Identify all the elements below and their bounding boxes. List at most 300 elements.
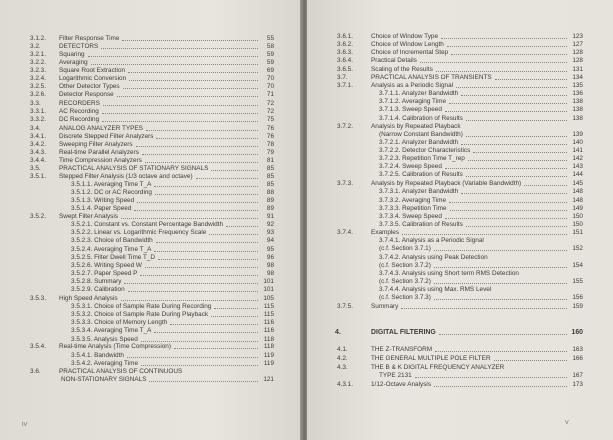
right-toc-entry [307,33,587,41]
right-toc-entry [307,270,587,278]
page-number: 98 [266,270,274,277]
section-number: 3.3.2. [30,116,46,123]
dot-leader [170,324,258,325]
section-title: PRACTICAL ANALYSIS OF STATIONARY SIGNALS [59,165,209,172]
dot-leader [145,267,258,268]
left-toc-entry [0,327,278,335]
page-number: 145 [572,180,583,187]
section-title: 3.5.4.2. Averaging Time [71,360,139,367]
section-title: Summary [371,303,399,310]
right-toc-entry [307,213,587,221]
dot-leader [434,386,567,387]
left-toc-entry [0,213,278,221]
left-toc-entry [0,157,278,165]
section-number: 3.5.2. [30,213,46,220]
dot-leader [214,308,258,309]
page-number: 105 [263,295,274,302]
section-title: 3.5.2.9. Calibration [71,286,125,293]
dot-leader [102,121,258,122]
dot-leader [156,138,258,139]
section-title: 3.5.1.3. Writing Speed [71,197,135,204]
dot-leader [154,186,258,187]
dot-leader [449,103,567,104]
dot-leader [441,38,567,39]
left-toc-entry [0,221,278,229]
section-number: 3.2.4. [30,75,46,82]
section-number: 3.5.4. [30,343,46,350]
section-number: 3.5. [30,165,41,172]
page-number: 91 [266,213,274,220]
right-toc-entry [307,278,587,286]
page-number: 150 [572,221,583,228]
left-toc-entry [0,360,278,368]
section-title: Scaling of the Results [371,66,433,73]
page-number: 141 [572,147,583,154]
dot-leader [435,351,567,352]
section-title: 3.7.2.3. Repetition Time T_rep [379,155,465,162]
dot-leader [140,275,258,276]
dot-leader [439,334,567,335]
right-toc-entry [307,66,587,74]
right-toc-entry [307,147,587,155]
right-toc-entry [307,286,587,294]
section-title: Sweeping Filter Analyzers [59,141,133,148]
section-title: 3.5.2.1. Constant vs. Constant Percentage Bandwidth [71,221,224,228]
dot-leader [102,113,258,114]
page-number: 159 [572,303,583,310]
page-number: 140 [572,139,583,146]
section-title: 3.7.4.3. Analysis using Short term RMS Detection [379,270,519,277]
left-toc-entry [0,303,278,311]
section-title: Analysis as a Periodic Signal [371,82,454,89]
page-number: 59 [266,51,274,58]
section-title: ANALOG ANALYZER TYPES [59,125,143,132]
section-number: 3.6.2. [337,41,353,48]
dot-leader [145,162,258,163]
dot-leader [128,72,258,73]
section-number: 3.6.5. [337,66,353,73]
dot-leader [466,176,567,177]
left-toc-entry [0,270,278,278]
section-number: 3.5.1. [30,173,46,180]
section-title: DC Recording [59,116,100,123]
dot-leader [137,202,258,203]
section-title: NON-STATIONARY SIGNALS [61,376,147,383]
left-toc-entry [0,91,278,99]
left-toc-entry [0,83,278,91]
right-toc-entry [307,98,587,106]
section-number: 4.3.1. [337,381,353,388]
right-toc-entry [307,221,587,229]
right-toc-entry [307,82,587,90]
section-title: 3.7.4.1. Analysis as a Periodic Signal [379,237,484,244]
right-toc-entry [307,171,587,179]
section-number: 3.6. [30,368,41,375]
section-title: Other Detector Types [59,83,120,90]
section-title: PRACTICAL ANALYSIS OF CONTINUOUS [59,368,183,375]
page-number: 79 [266,149,274,156]
dot-leader [434,283,567,284]
page-number: 78 [266,141,274,148]
left-toc-entry [0,35,278,43]
left-toc-entry [0,149,278,157]
page-number: 85 [266,165,274,172]
page-number: 148 [572,188,583,195]
section-title: 3.7.1.2. Averaging Time [379,98,447,105]
dot-leader [461,95,567,96]
section-title: Stepped Filter Analysis (1/3 octave and octave) [59,173,193,180]
right-toc-entry [307,355,587,363]
page-number: 119 [263,352,274,359]
right-toc-entry [307,74,587,82]
section-title: 3.5.3.1. Choice of Sample Rate During Recording [71,303,212,310]
section-title: (Narrow Constant Bandwidth) [379,131,463,138]
dot-leader [121,218,258,219]
dot-leader [123,88,258,89]
section-title: 3.7.3.5. Calibration of Results [379,221,463,228]
section-title: THE B & K DIGITAL FREQUENCY ANALYZER [371,364,505,371]
section-title: 3.7.1.3. Sweep Speed [379,106,442,113]
page-number: 160 [571,329,583,336]
dot-leader [156,242,258,243]
left-toc-entry [0,205,278,213]
dot-leader [473,152,567,153]
page-number: 101 [263,278,274,285]
page-number: 76 [266,133,274,140]
page-number: 128 [572,57,583,64]
section-title: Choice of Window Length [371,41,444,48]
left-toc-entry [0,116,278,124]
dot-leader [226,226,258,227]
page-number: 152 [572,245,583,252]
section-title: 3.5.3.2. Choice of Sample Rate During Playback [71,311,209,318]
dot-leader [129,80,258,81]
right-toc-entry [307,294,587,302]
section-title: Time Compression Analyzers [59,157,142,164]
dot-leader [451,54,567,55]
page-number: 156 [572,294,583,301]
section-number: 4.3. [337,364,348,371]
dot-leader [149,381,258,382]
page-number: 118 [263,336,274,343]
dot-leader [450,210,568,211]
right-toc-entry [307,245,587,253]
section-number: 3.4. [30,125,41,132]
page-number: 95 [266,246,274,253]
section-number: 3.3. [30,100,41,107]
page-number: 150 [572,213,583,220]
left-page [0,0,302,440]
left-toc-entry [0,67,278,75]
right-toc-entry [307,90,587,98]
section-number: 3.7. [337,74,348,81]
page-number: 116 [263,327,274,334]
page-number: 96 [266,254,274,261]
section-title: (c.f. Section 3.7.1) [379,245,431,252]
section-number: 3.2.5. [30,83,46,90]
dot-leader [128,291,258,292]
dot-leader [434,299,567,300]
section-number: 3.6.1. [337,33,353,40]
left-toc-entry [0,173,278,181]
right-toc-entry [307,262,587,270]
page-number: 166 [572,355,583,362]
section-title: Averaging [59,59,88,66]
left-toc-entry [0,368,278,376]
dot-leader [117,96,258,97]
left-toc-entry [0,125,278,133]
dot-leader [122,40,258,41]
page-number: 121 [263,376,274,383]
left-toc-entry [0,133,278,141]
section-title: 3.7.1.1. Analyzer Bandwidth [379,90,459,97]
dot-leader [449,202,567,203]
right-toc-entry [307,163,587,171]
section-title: Squaring [59,51,85,58]
dot-leader [461,193,567,194]
dot-leader [146,130,258,131]
dot-leader [466,136,567,137]
page-number: 116 [263,319,274,326]
section-title: 3.5.3.4. Averaging Time T_A [71,327,152,334]
right-toc-entry [307,237,587,245]
section-number: 3.1.2. [30,35,46,42]
right-folio: V [565,420,569,426]
section-title: (c.f. Section 3.7.2) [379,278,431,285]
page-number: 127 [572,41,583,48]
dot-leader [155,194,258,195]
dot-leader [495,79,567,80]
page-number: 94 [266,237,274,244]
section-title: Practical Details [371,57,417,64]
right-toc-entry [307,229,587,237]
dot-leader [461,144,567,145]
page-number: 92 [266,221,274,228]
page-number: 89 [266,205,274,212]
section-number: 3.7.4. [337,229,353,236]
section-title: 3.7.3.3. Repetition Time [379,205,447,212]
dot-leader [154,251,258,252]
section-number: 3.5.3. [30,295,46,302]
right-toc-entry [307,115,587,123]
dot-leader [211,170,258,171]
left-toc-entry [0,376,278,384]
dot-leader [436,71,567,72]
page-number: 163 [572,346,583,353]
section-number: 3.2.2. [30,59,46,66]
section-title: TYPE 2131 [379,372,412,379]
section-number: 4.1. [337,346,348,353]
right-toc-entry [307,372,587,380]
dot-leader [445,218,567,219]
page-number: 88 [266,189,274,196]
section-title: 3.5.2.4. Averaging Time T_A [71,246,152,253]
page-number: 139 [572,131,583,138]
page-number: 115 [263,311,274,318]
dot-leader [154,332,258,333]
page-number: 167 [572,372,583,379]
right-page [307,0,613,440]
left-toc-entry [0,246,278,254]
section-title: Filter Response Time [59,35,120,42]
dot-leader [127,357,258,358]
page-number: 85 [266,181,274,188]
section-title: 3.5.2.2. Linear vs. Logarithmic Frequency Scale [71,229,207,236]
dot-leader [445,111,567,112]
left-toc-entry [0,278,278,286]
left-toc-entry [0,352,278,360]
page-number: 101 [263,286,274,293]
section-title: Square Root Extraction [59,67,126,74]
dot-leader [141,365,258,366]
dot-leader [209,234,258,235]
page-number: 138 [572,115,583,122]
dot-leader [101,48,258,49]
left-toc-entry [0,100,278,108]
dot-leader [211,316,258,317]
section-title: 3.5.2.3. Choice of Bandwidth [71,237,153,244]
section-number: 3.7.5. [337,303,353,310]
page-number: 70 [266,83,274,90]
section-number: 3.2.3. [30,67,46,74]
page-number: 59 [266,59,274,66]
section-title: 3.5.2.8. Summary [71,278,122,285]
page-number: 148 [572,197,583,204]
right-toc-entry [307,254,587,262]
page-number: 58 [266,43,274,50]
section-number: 3.7.1. [337,82,353,89]
left-toc-entry [0,311,278,319]
left-toc-entry [0,262,278,270]
section-title: Choice of Incremental Step [371,49,449,56]
section-title: Swept Filter Analysis [59,213,118,220]
section-number: 3.4.2. [30,141,46,148]
left-toc-entry [0,229,278,237]
left-toc-entry [0,181,278,189]
right-toc-entry [307,346,587,354]
section-title: AC Recording [59,108,99,115]
section-title: 3.7.2.5. Calibration of Results [379,171,463,178]
section-title: High Speed Analysis [59,295,118,302]
page-number: 72 [266,108,274,115]
section-number: 3.4.3. [30,149,46,156]
section-title: 3.5.2.6. Writing Speed W [71,262,142,269]
left-toc-entry [0,59,278,67]
left-toc-entry [0,254,278,262]
page-number: 71 [266,91,274,98]
right-toc-entry [307,131,587,139]
page-number: 173 [572,381,583,388]
section-number: 3.7.2. [337,123,353,130]
right-toc-entry [307,139,587,147]
section-title: 3.5.3.5. Analysis Speed [71,336,138,343]
page-number: 128 [572,49,583,56]
left-toc-entry [0,165,278,173]
section-title: 3.5.3.3. Choice of Memory Length [71,319,168,326]
page-number: 93 [266,229,274,236]
dot-leader [402,234,567,235]
dot-leader [434,267,567,268]
page-number: 98 [266,262,274,269]
page-number: 81 [266,157,274,164]
page-number: 143 [572,163,583,170]
section-number: 3.7.3. [337,180,353,187]
section-title: DIGITAL FILTERING [371,329,436,336]
dot-leader [401,308,567,309]
left-toc-entry [0,343,278,351]
left-folio: IV [22,422,28,428]
dot-leader [494,360,567,361]
dot-leader [447,46,567,47]
page-number: 142 [572,155,583,162]
right-toc-entry [307,381,587,389]
right-toc-entry [307,155,587,163]
page-number: 144 [572,171,583,178]
dot-leader [524,185,567,186]
section-title: RECORDERS [59,100,100,107]
left-toc-entry [0,319,278,327]
section-number: 4. [335,329,341,336]
page-number: 55 [266,35,274,42]
page-number: 76 [266,125,274,132]
page-number: 123 [572,33,583,40]
section-title: Discrete Stepped Filter Analyzers [59,133,154,140]
dot-leader [434,250,567,251]
dot-leader [456,87,567,88]
section-title: 3.5.1.1. Averaging Time T_A [71,181,152,188]
section-number: 3.4.1. [30,133,46,140]
section-title: 3.7.3.4. Sweep Speed [379,213,442,220]
section-title: 3.7.4.4. Analysis using Max. RMS Level [379,286,492,293]
page-number: 131 [572,66,583,73]
section-number: 3.2. [30,43,41,50]
section-number: 3.6.4. [337,57,353,64]
section-title: 3.5.2.5. Filter Dwell Time T_D [71,254,156,261]
page-number: 69 [266,67,274,74]
left-toc-entry [0,51,278,59]
left-toc-entry [0,75,278,83]
section-title: (c.f. Section 3.7.2) [379,262,431,269]
right-toc-entry [307,303,587,311]
section-title: Logarithmic Conversion [59,75,127,82]
dot-leader [141,341,258,342]
page-number: 138 [572,106,583,113]
page-number: 138 [572,98,583,105]
section-title: Detector Response [59,91,114,98]
page-number: 155 [572,278,583,285]
section-number: 4.2. [337,355,348,362]
right-toc-entry [307,188,587,196]
page-number: 136 [572,90,583,97]
page-number: 115 [263,303,274,310]
dot-leader [121,300,258,301]
section-title: 3.7.3.1. Analyzer Bandwidth [379,188,459,195]
section-number: 3.6.3. [337,49,353,56]
section-title: 3.5.1.4. Paper Speed [71,205,132,212]
section-title: Real-time Parallel Analyzers [59,149,139,156]
dot-leader [134,210,258,211]
section-title: 3.7.2.1. Analyzer Bandwidth [379,139,459,146]
right-toc-entry [307,57,587,65]
section-title: Choice of Window Type [371,33,439,40]
section-title: 3.7.2.2. Detector Characteristics [379,147,471,154]
section-number: 3.3.1. [30,108,46,115]
page-number: 135 [572,82,583,89]
page-number: 149 [572,205,583,212]
section-number: 3.4.4. [30,157,46,164]
right-toc-entry [307,49,587,57]
dot-leader [103,105,258,106]
